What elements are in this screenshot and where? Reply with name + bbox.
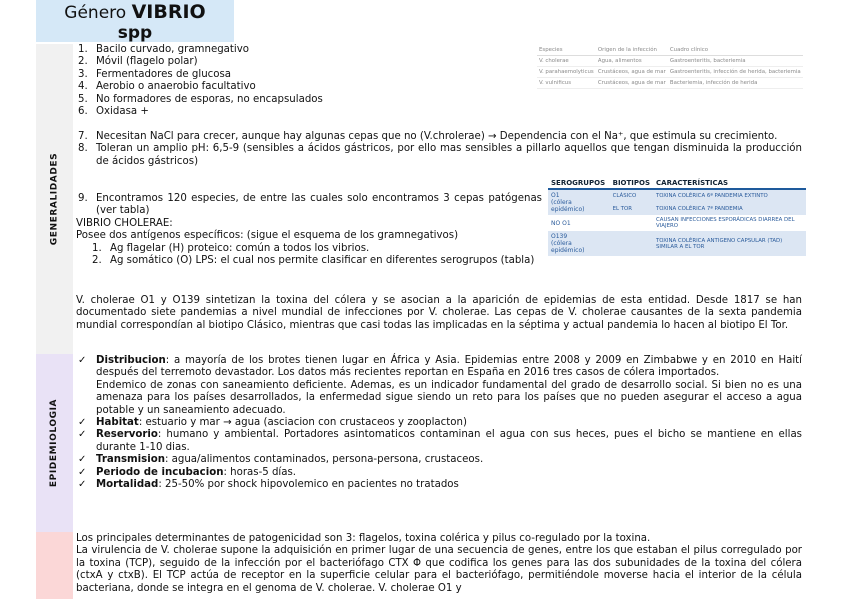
serogroups-table: SEROGRUPOS BIOTIPOS CARACTERÍSTICAS O1 (cólera epidémico) CLÁSICO TOXINA COLÉRICA 6ª PANDEMIA EXTINTO EL TOR TOXINA COLÉRICA 7ª PANDEMIA NO O1 CAUSAN INFECCIONES ESPORÁDICAS DIARREA DEL VIAJERO O139 (cólera epidémico) TOXINA COLÉRICA ANTIGENO CAPSULAR (TAD) SIMILAR A EL TOR — [548, 178, 806, 256]
list-item: 5. No formadores de esporas, no encapsulados — [78, 93, 323, 105]
table-row: O139 (cólera epidémico) TOXINA COLÉRICA ANTIGENO CAPSULAR (TAD) SIMILAR A EL TOR — [548, 231, 806, 256]
section-label-generalidades: GENERALIDADES — [36, 44, 73, 354]
patogenia-section: Los principales determinantes de patogenicidad son 3: flagelos, toxina colérica y pilus co-regulado por la toxina. La virulencia de V. cholerae supone la adquisición en primer lugar de una secuencia de genes, entre los que estaban el pilus corregulado por la toxina (TCP), seguido de la infección por el bacteriófago CTX Φ que codifica los genes para las dos subunidades de la toxina del cólera (ctxA y ctxB). El TCP actúa de receptor en la superficie celular para el bacteriófago, permitiéndole moverse hacia el interior de la célula bacteriana, donde se integra en el genoma de V. cholerae. V. cholerae O1 y — [76, 533, 802, 594]
section-label-patogenia — [36, 532, 73, 599]
section-label-epidemiologia: EPIDEMIOLOGIA — [36, 354, 73, 532]
list-item: 7. Necesitan NaCl para crecer, aunque hay algunas cepas que no (V.chrolerae) → Dependencia con el Na⁺, que estimula su crecimiento. — [78, 131, 778, 142]
list-item: 1. Ag flagelar (H) proteico: común a todos los vibrios. — [92, 242, 370, 254]
generalidades-list-mid — [76, 131, 802, 168]
antigens-intro: Posee dos antígenos específicos: (sigue el esquema de los gramnegativos) — [76, 230, 459, 242]
list-item: 1. Bacilo curvado, gramnegativo — [78, 44, 250, 55]
title-prefix: Género — [64, 3, 127, 23]
cholerae-heading: VIBRIO CHOLERAE: — [76, 217, 173, 229]
table-row: V. cholerae Agua, alimentos Gastroenteritis, bacteriemia — [537, 56, 803, 67]
table-row: O1 (cólera epidémico) CLÁSICO TOXINA COLÉRICA 6ª PANDEMIA EXTINTO — [548, 189, 806, 203]
table-row: V. parahaemolyticus Crustáceos, agua de mar Gastroenteritis, infección de herida, bacteriemia — [537, 67, 803, 78]
list-item: 8. Toleran un amplio pH: 6,5-9 (sensibles a ácidos gástricos, por ello mas sensibles a pillarlo aquellos que tengan disminuida la producción de ácidos gástricos) — [78, 143, 802, 167]
list-item: ✓ Reservorio: humano y ambiental. Portadores asintomaticos contaminan el agua con sus heces, pues el bicho se mantiene en ellas durante 1-10 dias. — [78, 429, 802, 453]
list-item: 3. Fermentadores de glucosa — [78, 68, 232, 80]
table-row: NO O1 CAUSAN INFECCIONES ESPORÁDICAS DIARREA DEL VIAJERO — [548, 215, 806, 231]
table-row: EL TOR TOXINA COLÉRICA 7ª PANDEMIA — [548, 203, 806, 215]
list-item: ✓ Mortalidad: 25-50% por shock hipovolemico en pacientes no tratados — [78, 479, 459, 491]
list-item: ✓ Distribucion: a mayoría de los brotes tienen lugar en África y Asia. Epidemias entre 2008 y 2009 en Zimbabwe y en 2010 en Haití después del terremoto devastador. Los datos más recientes reportan en España en 2016 tres casos de cólera importados. Endemico de zonas con saneamiento deficiente. Ademas, es un indicador fundamental del grado de desarrollo social. Si bien no es una amenaza para los países desarrollados, la enfermedad sigue siendo un reto para los países que no pueden asegurar el acceso a agua potable y un saneamiento adecuado. — [78, 355, 802, 416]
epidemiologia-list — [76, 355, 802, 491]
cholerae-paragraph: V. cholerae O1 y O139 sintetizan la toxina del cólera y se asocian a la aparición de epidemias de esta entidad. Desde 1817 se han documentado siete pandemias a nivel mundial de infecciones por V. cholerae. Las cepas de V. cholerae causantes de la sexta pandemia mundial correspondían al biotipo Clásico, mientras que casi todas las implicadas en la séptima y actual pandemia lo hacen al biotipo El Tor. — [76, 295, 802, 331]
list-item: ✓ Periodo de incubacion: horas-5 días. — [78, 466, 297, 478]
list-item: ✓ Transmision: agua/alimentos contaminados, persona-persona, crustaceos. — [78, 454, 484, 466]
list-item: ✓ Habitat: estuario y mar → agua (asciacion con crustaceos y zooplacton) — [78, 417, 467, 429]
generalidades-list-bottom — [76, 193, 542, 267]
table-row: V. vulnificus Crustáceos, agua de mar Bacteriemia, infección de herida — [537, 78, 803, 89]
list-item: 9. Encontramos 120 especies, de entre las cuales solo encontramos 3 cepas patógenas (ver tabla) — [78, 193, 542, 217]
title-spp: spp — [117, 23, 153, 43]
list-item: 6. Oxidasa + — [78, 106, 149, 118]
title-genus: VIBRIO — [131, 1, 206, 23]
list-item: 2. Ag somático (O) LPS: el cual nos permite clasificar en diferentes serogrupos (tabla) — [92, 255, 535, 267]
species-table: Especies Origen de la infección Cuadro clínico V. cholerae Agua, alimentos Gastroenteritis, bacteriemia V. parahaemolyticus Crustáceos, agua de mar Gastroenteritis, infección de herida, bacteriemia V. vulnificus Crustáceos, agua de mar Bacteriemia, infección de herida — [537, 45, 803, 89]
generalidades-list-top — [76, 44, 536, 118]
list-item: 2. Móvil (flagelo polar) — [78, 56, 198, 68]
page-title — [36, 0, 234, 42]
list-item: 4. Aerobio o anaerobio facultativo — [78, 81, 256, 93]
